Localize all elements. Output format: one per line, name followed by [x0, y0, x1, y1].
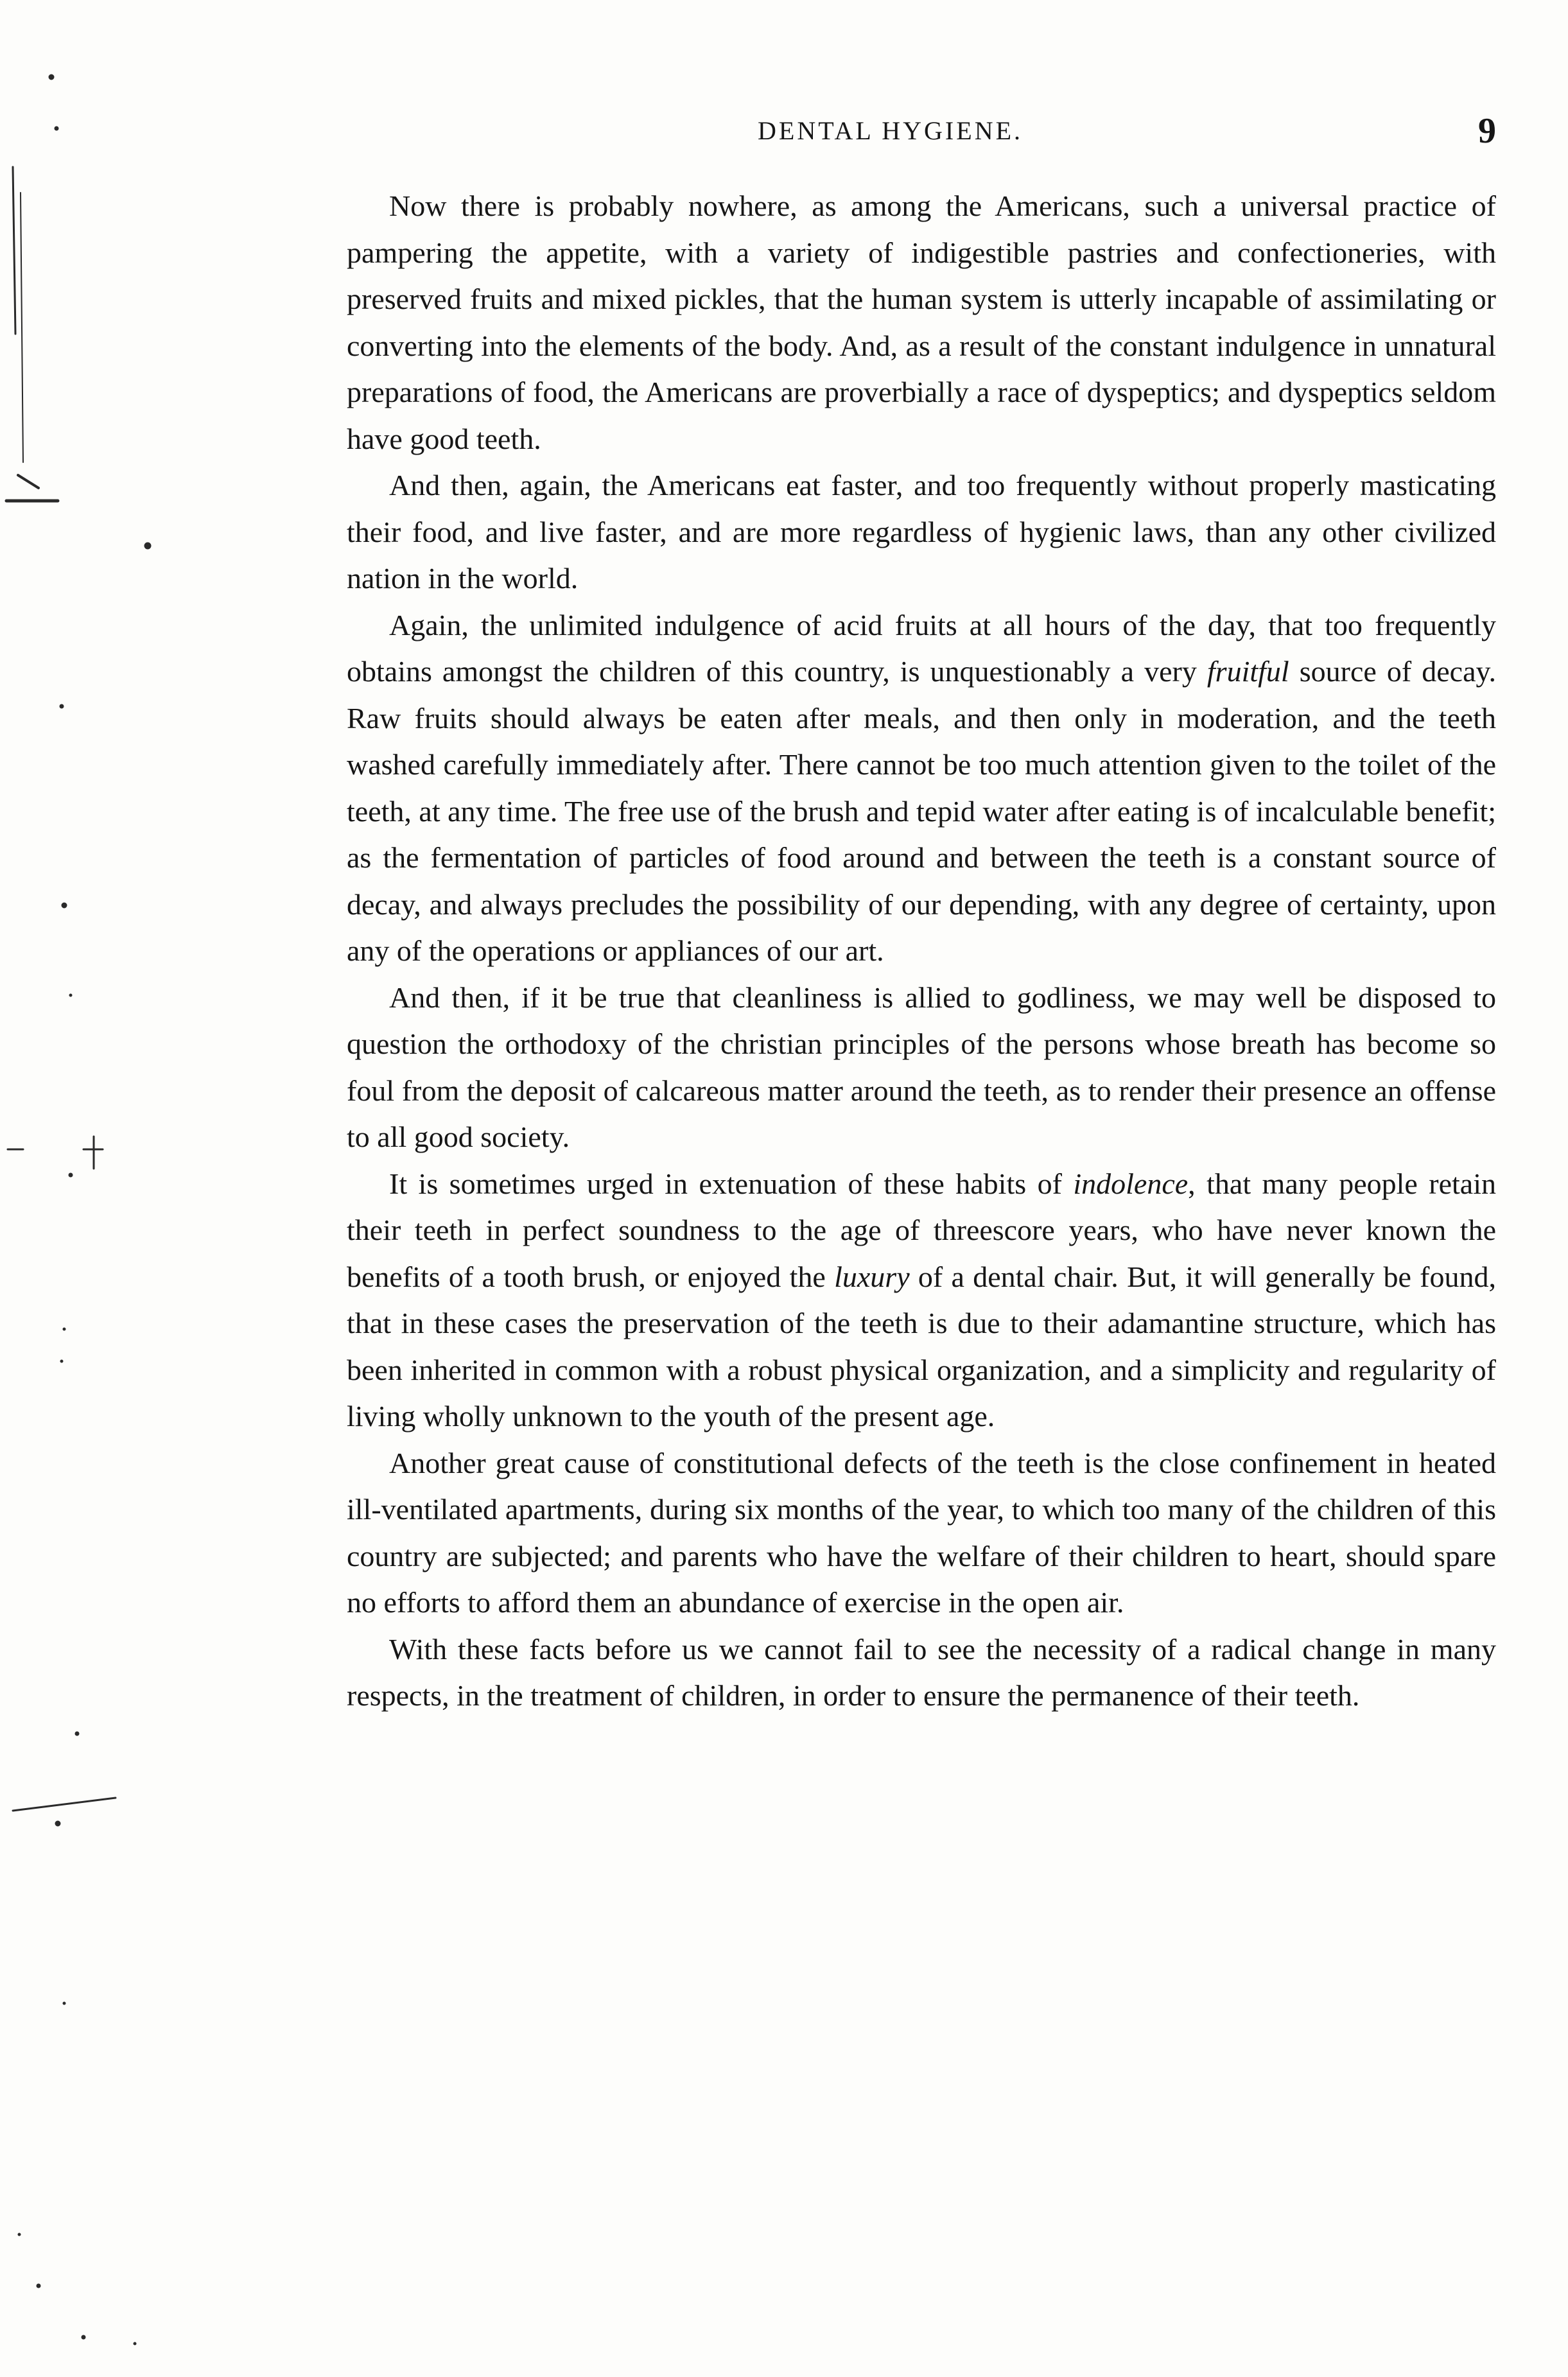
text-segment: of a dental chair. But, it will generally be found, that in these cases the preservation of the teeth is due to their adamantine structure, which has been inherited in common with a robust physical organization, and a simplicity and regularity of living wholly unknown to the youth of the present age.: [347, 1260, 1496, 1432]
italic-text: luxury: [834, 1260, 910, 1293]
paragraph: [347, 1440, 1496, 1626]
page-number: 9: [1478, 111, 1496, 151]
running-head: DENTAL HYGIENE.: [758, 116, 1024, 145]
text-segment: source of decay. Raw fruits should always be eaten after meals, and then only in moderation, and the teeth washed carefully immediately after. There cannot be too much attention given to the toilet of the teeth, at any time. The free use of the brush and tepid water after eating is of incalculable benefit; as the fermentation of particles of food around and between the teeth is a constant source of decay, and always precludes the possibility of our depending, with any degree of certainty, upon any of the operations or appliances of our art.: [347, 655, 1496, 967]
text-segment: With these facts before us we cannot fail to see the necessity of a radical change in many respects, in the treatment of children, in order to ensure the permanence of their teeth.: [347, 1632, 1496, 1712]
paragraph: [347, 183, 1496, 462]
body-text: [347, 183, 1496, 1720]
italic-text: fruitful: [1206, 655, 1289, 688]
text-segment: Now there is probably nowhere, as among the Americans, such a universal practice of pampering the appetite, with a variety of indigestible pastries and confectioneries, with preserved fruits and mixed pickles, that the human system is utterly incapable of assimilating or converting into the elements of the body. And, as a result of the constant indulgence in unnatural preparations of food, the Americans are proverbially a race of dyspeptics; and dyspeptics seldom have good teeth.: [347, 189, 1496, 455]
page-header: [347, 111, 1496, 167]
text-segment: , that many people retain their teeth in perfect soundness to the age of threescore years, who have never known the benefits of a tooth brush, or enjoyed the: [347, 1167, 1496, 1293]
italic-text: indolence: [1073, 1167, 1189, 1200]
text-segment: And then, again, the Americans eat faster, and too frequently without properly masticating their food, and live faster, and are more regardless of hygienic laws, than any other civilized nation in the world.: [347, 469, 1496, 595]
text-segment: And then, if it be true that cleanliness is allied to godliness, we may well be disposed to question the orthodoxy of the christian principles of the persons whose breath has become so foul from the deposit of calcareous matter around the teeth, as to render their presence an offense to all good society.: [347, 980, 1496, 1153]
paragraph: [347, 975, 1496, 1161]
paragraph: [347, 1626, 1496, 1720]
scan-margin-marks: [0, 0, 167, 2377]
paragraph: [347, 462, 1496, 602]
text-segment: It is sometimes urged in extenuation of these habits of: [389, 1167, 1074, 1200]
text-segment: Another great cause of constitutional defects of the teeth is the close confinement in heated ill-ventilated apartments, during six months of the year, to which too many of the children of this country are subjected; and parents who have the welfare of their children to heart, should spare no efforts to afford them an abundance of exercise in the open air.: [347, 1446, 1496, 1619]
text-segment: Again, the unlimited indulgence of acid fruits at all hours of the day, that too frequently obtains amongst the children of this country, is unquestionably a very: [347, 608, 1496, 688]
paragraph: [347, 1161, 1496, 1440]
paragraph: [347, 602, 1496, 975]
